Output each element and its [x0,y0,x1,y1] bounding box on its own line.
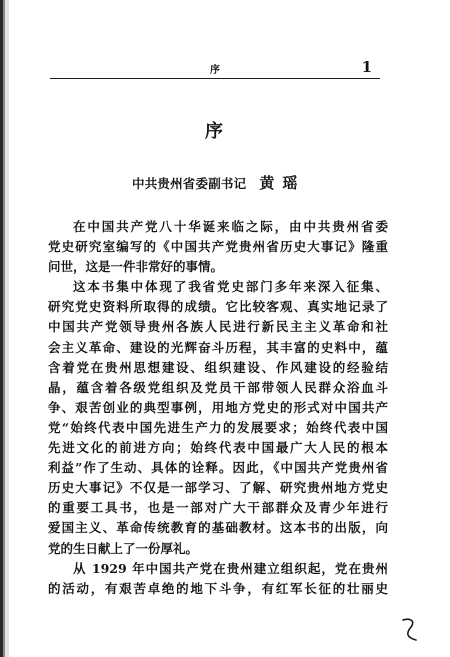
text-line: 的活动，有艰苦卓绝的地下斗争，有红军长征的壮丽史 [48,580,388,596]
page-number: 1 [361,58,372,76]
text-line: 问世，这是一件非常好的事情。 [48,259,224,275]
text-line: 会主义革命、建设的光辉奋斗历程，其丰富的史料中，蕴 [48,339,388,355]
text-line: 先进文化的前进方向；始终代表中国最广大人民的根本 [48,440,388,456]
page-title: 序 [205,121,225,142]
text-line: 在中国共产党八十华诞来临之际，由中共贵州省委 [73,219,388,234]
text-line: 从 1929 年中国共产党在贵州建立组织起，党在贵州 [73,560,388,576]
handwritten-mark-icon [400,617,420,643]
author-name: 黄瑶 [259,174,306,192]
text-line: 争、艰苦创业的典型事例，用地方党史的形式对中国共产 [48,399,388,415]
author-role: 中共贵州省委副书记 [132,176,247,191]
text-line: 利益”作了生动、具体的诠释。因此，《中国共产党贵州省 [48,460,388,476]
text-line: 历史大事记》不仅是一部学习、了解、研究贵州地方党史 [48,480,388,496]
page-edge-shadow [0,0,14,657]
text-line: 这本书集中体现了我省党史部门多年来深入征集、 [73,279,388,295]
text-line: 晶，蕴含着各级党组织及党员干部带领人民群众浴血斗 [48,379,388,395]
text-line: 党的生日献上了一份厚礼。 [48,540,199,556]
author-byline [132,172,305,193]
text-line: 的重要工具书，也是一部对广大干部群众及青少年进行 [48,500,388,516]
text-line: 党史研究室编写的《中国共产党贵州省历史大事记》隆重 [48,239,388,255]
running-head-title: 序 [210,65,221,76]
text-line: 中国共产党领导贵州各族人民进行新民主主义革命和社 [48,319,388,335]
text-line: 含着党在贵州思想建设、组织建设、作风建设的经验结 [48,359,388,375]
text-line: 党“始终代表中国先进生产力的发展要求；始终代表中国 [48,419,388,435]
text-line: 爱国主义、革命传统教育的基础教材。这本书的出版，向 [48,520,388,536]
text-line: 研究党史资料所取得的成绩。它比较客观、真实地记录了 [48,299,388,315]
running-header [50,58,380,79]
preface-body [48,217,388,599]
